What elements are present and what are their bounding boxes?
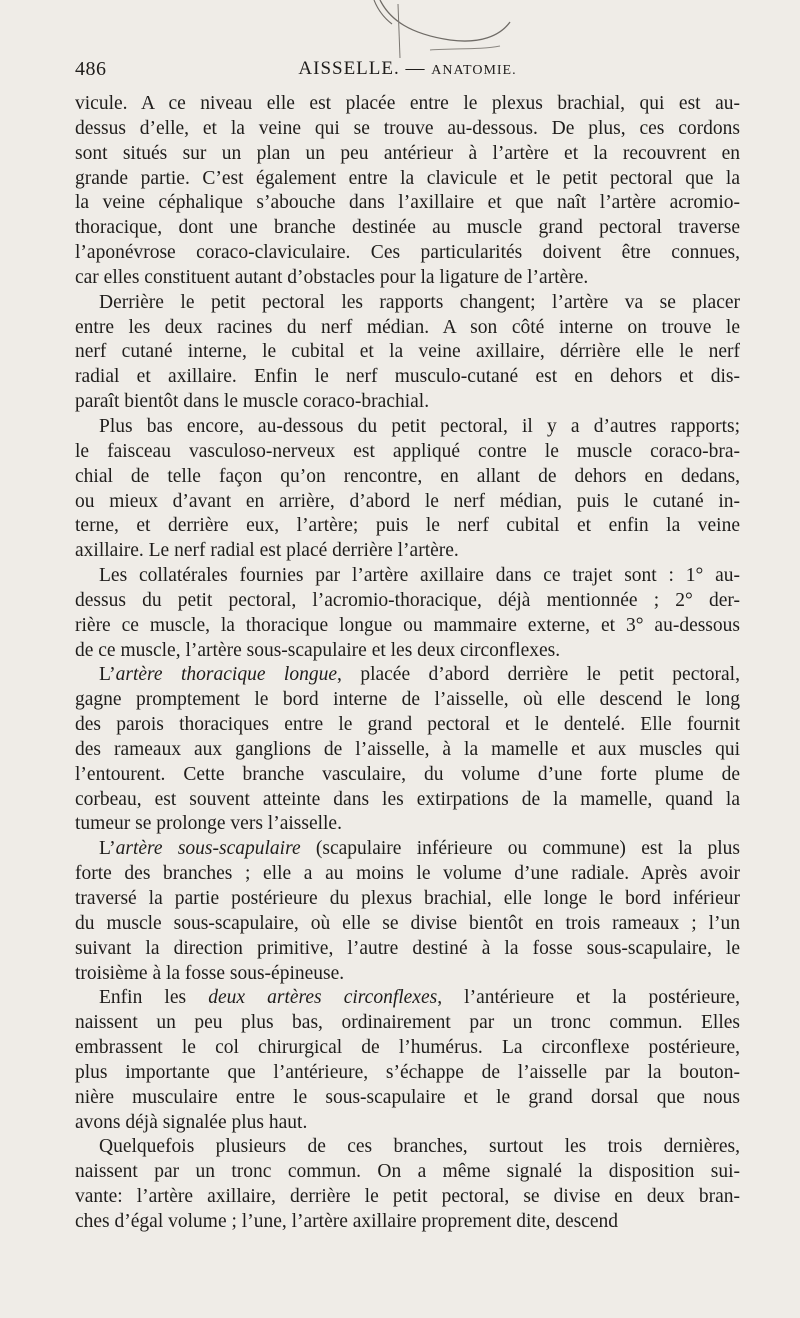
text-line (75, 1061, 740, 1086)
paragraph-lead: L’ (99, 838, 116, 860)
text-line (75, 390, 740, 415)
italic-term: deux artères circonflexes (208, 987, 438, 1009)
line-text: grande partie. C’est également entre la clavicule et le petit pectoral que la (75, 167, 740, 189)
text-line (75, 788, 740, 813)
running-subtitle: ANATOMIE. (431, 63, 517, 78)
italic-term: artère thoracique longue (115, 664, 337, 686)
text-line (75, 912, 740, 937)
text-line (75, 340, 740, 365)
text-line (75, 564, 740, 589)
line-text: gagne promptement le bord interne de l’aisselle, où elle descend le long (75, 689, 740, 711)
line-text: le faisceau vasculoso-nerveux est appliqué contre le muscle coraco-bra- (75, 440, 740, 462)
body-text (75, 92, 740, 1235)
line-text: ches d’égal volume ; l’une, l’artère axillaire proprement dite, descend (75, 1210, 619, 1232)
text-line (75, 1160, 740, 1185)
line-text: embrassent le col chirurgical de l’humérus. La circonflexe postérieure, (75, 1037, 740, 1059)
line-text: Derrière le petit pectoral les rapports changent; l’artère va se placer (99, 291, 740, 313)
text-line (75, 639, 740, 664)
text-line (75, 862, 740, 887)
line-text: thoracique, dont une branche destinée au muscle grand pectoral traverse (75, 217, 740, 239)
text-line (75, 514, 740, 539)
page-header (75, 58, 740, 86)
text-line (75, 117, 740, 142)
text-line (75, 937, 740, 962)
text-line (75, 688, 740, 713)
line-text: Plus bas encore, au-dessous du petit pectoral, il y a d’autres rapports; (99, 415, 740, 437)
line-text: paraît bientôt dans le muscle coraco-brachial. (75, 391, 430, 413)
text-line (75, 490, 740, 515)
line-text: rière ce muscle, la thoracique longue ou mammaire externe, et 3° au-dessous (75, 614, 740, 636)
text-line (75, 191, 740, 216)
line-text: du muscle sous-scapulaire, où elle se divise bientôt en trois rameaux ; l’un (75, 912, 740, 934)
line-text: suivant la direction primitive, l’autre destiné à la fosse sous-scapulaire, le (75, 937, 740, 959)
line-text: chial de telle façon qu’on rencontre, en allant de dehors en dedans, (75, 465, 740, 487)
line-text: axillaire. Le nerf radial est placé derrière l’artère. (75, 540, 459, 562)
text-line (75, 365, 740, 390)
pencil-scribble-mark (360, 0, 540, 62)
text-line (75, 837, 740, 862)
text-line (75, 1036, 740, 1061)
line-text: nerf cutané interne, le cubital et la veine axillaire, dérrière elle le nerf (75, 341, 740, 363)
text-line (75, 266, 740, 291)
line-text: troisième à la fosse sous-épineuse. (75, 962, 345, 984)
text-line (75, 316, 740, 341)
line-text: ou mieux d’avant en arrière, d’abord le nerf médian, puis le cutané in- (75, 490, 740, 512)
text-line (75, 614, 740, 639)
line-text: Les collatérales fournies par l’artère axillaire dans ce trajet sont : 1° au- (99, 565, 740, 587)
line-text: , placée d’abord derrière le petit pectoral, (337, 664, 740, 686)
text-line (75, 167, 740, 192)
text-line (75, 812, 740, 837)
text-line (75, 986, 740, 1011)
text-line (75, 663, 740, 688)
line-text: sont situés sur un plan un peu antérieur à l’artère et la recouvrent en (75, 142, 740, 164)
text-line (75, 1135, 740, 1160)
line-text: la veine céphalique s’abouche dans l’axillaire et que naît l’artère acromio- (75, 192, 740, 214)
line-text: (scapulaire inférieure ou commune) est la plus (300, 838, 740, 860)
line-text: l’aponévrose coraco-claviculaire. Ces particularités doivent être connues, (75, 242, 740, 264)
line-text: des rameaux aux ganglions de l’aisselle, à la mamelle et aux muscles qui (75, 738, 740, 760)
line-text: , l’antérieure et la postérieure, (437, 987, 740, 1009)
line-text: radial et axillaire. Enfin le nerf musculo-cutané est en dehors et dis- (75, 366, 740, 388)
line-text: car elles constituent autant d’obstacles pour la ligature de l’artère. (75, 266, 589, 288)
paragraph-lead: Enfin les (99, 987, 209, 1009)
text-line (75, 465, 740, 490)
line-text: naissent par un tronc commun. On a même signalé la disposition sui- (75, 1161, 740, 1183)
line-text: Quelquefois plusieurs de ces branches, surtout les trois dernières, (99, 1136, 740, 1158)
italic-term: artère sous-scapulaire (115, 838, 301, 860)
text-line (75, 539, 740, 564)
text-line (75, 763, 740, 788)
text-line (75, 241, 740, 266)
line-text: terne, et derrière eux, l’artère; puis le nerf cubital et enfin la veine (75, 515, 740, 537)
line-text: dessus du petit pectoral, l’acromio-thoracique, déjà mentionnée ; 2° der- (75, 589, 740, 611)
text-line (75, 887, 740, 912)
line-text: entre les deux racines du nerf médian. A son côté interne on trouve le (75, 316, 740, 338)
text-line (75, 1111, 740, 1136)
line-text: forte des branches ; elle a au moins le volume d’une radiale. Après avoir (75, 863, 740, 885)
text-line (75, 713, 740, 738)
text-line (75, 415, 740, 440)
line-text: dessus d’elle, et la veine qui se trouve au-dessous. De plus, ces cordons (75, 117, 740, 139)
text-line (75, 1086, 740, 1111)
running-title: AISSELLE. — (298, 58, 426, 79)
text-line (75, 440, 740, 465)
text-line (75, 291, 740, 316)
line-text: plus importante que l’antérieure, s’échappe de l’aisselle par la bouton- (75, 1061, 740, 1083)
paragraph-lead: L’ (99, 664, 116, 686)
text-line (75, 142, 740, 167)
line-text: corbeau, est souvent atteinte dans les extirpations de la mamelle, quand la (75, 788, 740, 810)
text-line (75, 216, 740, 241)
text-line (75, 92, 740, 117)
page-number: 486 (75, 58, 107, 80)
line-text: des parois thoraciques entre le grand pectoral et le dentelé. Elle fournit (75, 714, 740, 736)
line-text: de ce muscle, l’artère sous-scapulaire et les deux circonflexes. (75, 639, 561, 661)
line-text: traversé la partie postérieure du plexus brachial, elle longe le bord inférieur (75, 888, 740, 909)
line-text: avons déjà signalée plus haut. (75, 1111, 308, 1133)
line-text: vicule. A ce niveau elle est placée entre le plexus brachial, qui est au- (75, 93, 740, 114)
line-text: naissent un peu plus bas, ordinairement par un tronc commun. Elles (75, 1012, 740, 1034)
line-text: l’entourent. Cette branche vasculaire, du volume d’une forte plume de (75, 763, 740, 785)
line-text: nière musculaire entre le sous-scapulaire et le grand dorsal que nous (75, 1086, 740, 1108)
line-text: tumeur se prolonge vers l’aisselle. (75, 813, 342, 835)
text-line (75, 1210, 740, 1235)
text-line (75, 1185, 740, 1210)
running-head (75, 58, 740, 80)
text-line (75, 962, 740, 987)
line-text: vante: l’artère axillaire, derrière le petit pectoral, se divise en deux bran- (75, 1186, 740, 1208)
text-line (75, 1011, 740, 1036)
text-line (75, 738, 740, 763)
text-line (75, 589, 740, 614)
